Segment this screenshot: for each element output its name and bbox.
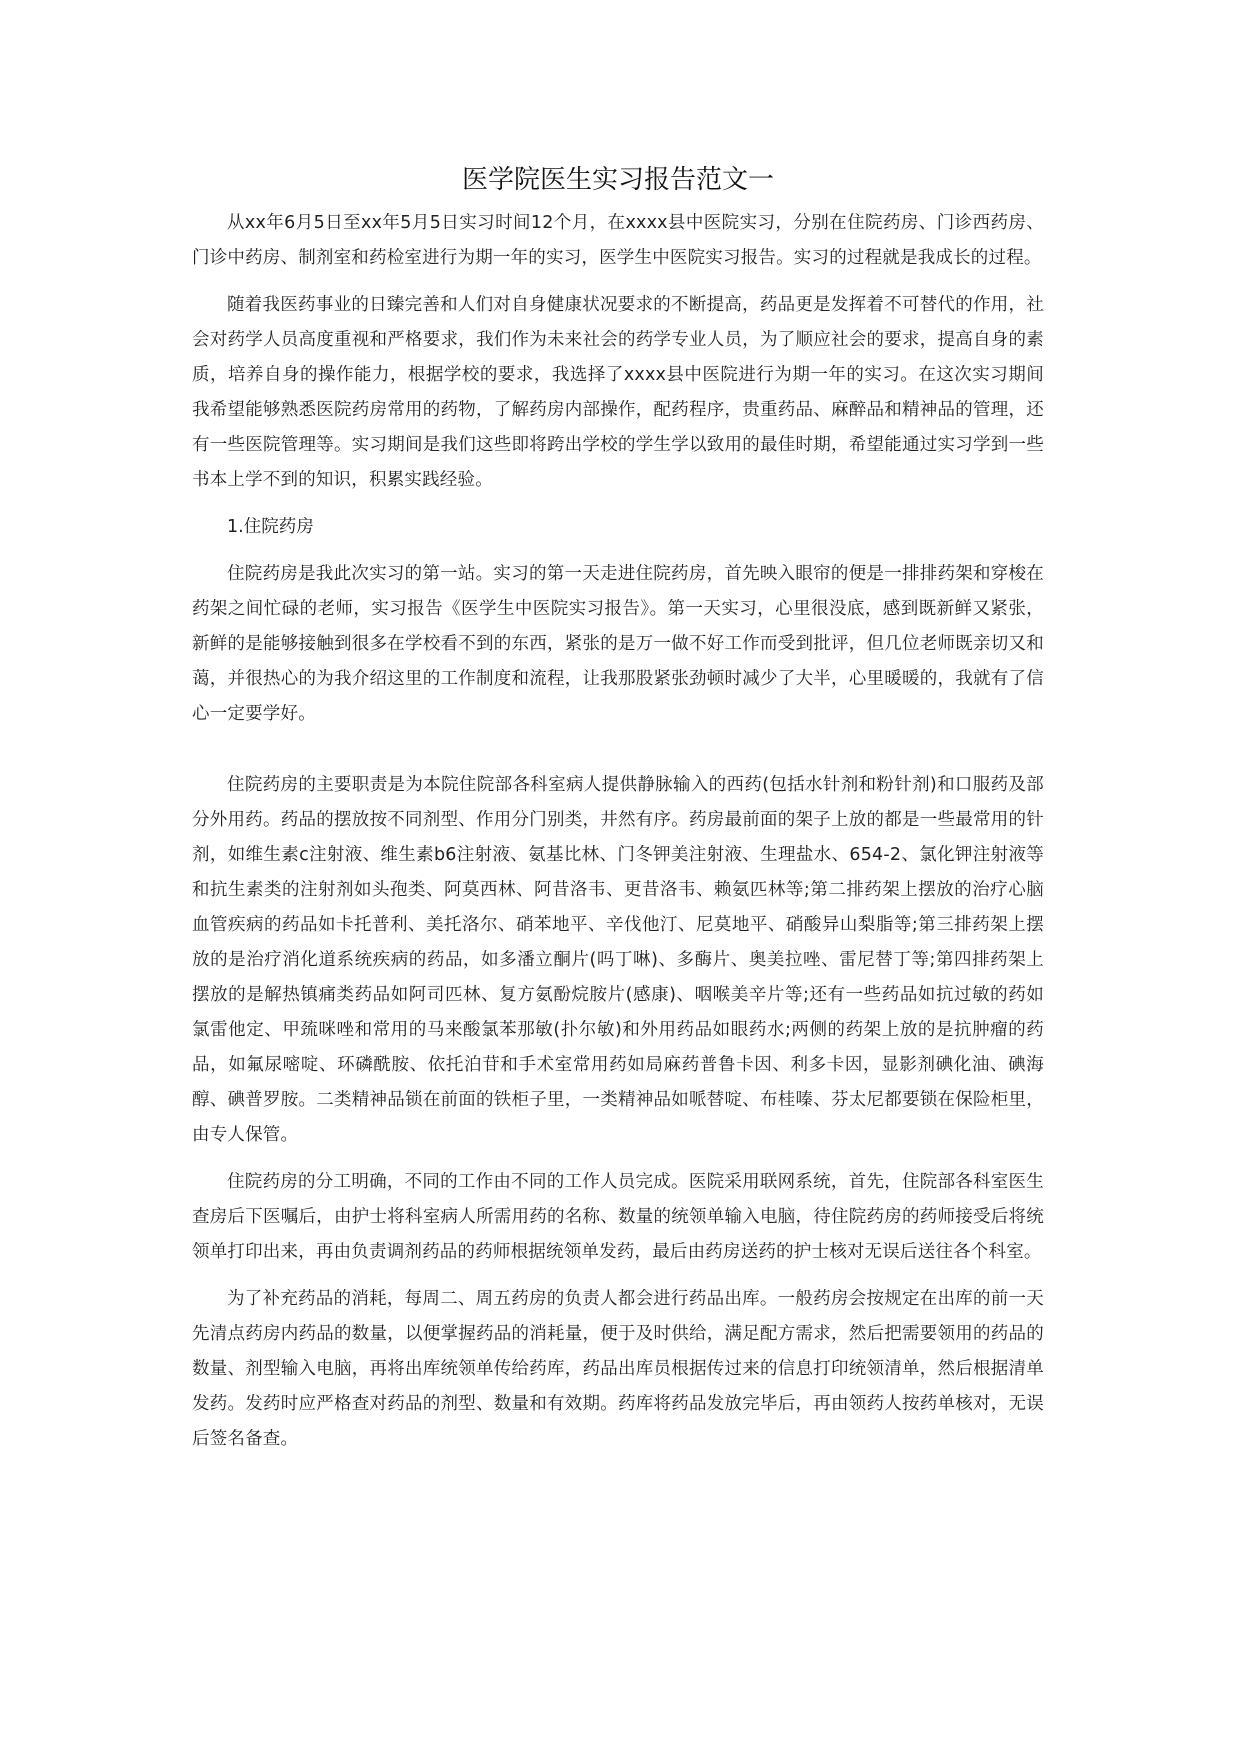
section-paragraph-4: 为了补充药品的消耗，每周二、周五药房的负责人都会进行药品出库。一般药房会按规定在出库的前一天先清点药房内药品的数量，以便掌握药品的消耗量，便于及时供给，满足配方需求，然后把需要领用的药品的数量、剂型输入电脑，再将出库统领单传给药库，药品出库员根据传过来的信息打印统领清单，然后根据清单发药。发药时应严格查对药品的剂型、数量和有效期。药库将药品发放完毕后，再由领药人按药单核对，无误后签名备查。 (192, 1289, 1044, 1449)
section-paragraph-1: 住院药房是我此次实习的第一站。实习的第一天走进住院药房，首先映入眼帘的便是一排排药架和穿梭在药架之间忙碌的老师，实习报告《医学生中医院实习报告》。第一天实习，心里很没底，感到既新鲜又紧张，新鲜的是能够接触到很多在学校看不到的东西，紧张的是万一做不好工作而受到批评，但几位老师既亲切又和蔼，并很热心的为我介绍这里的工作制度和流程，让我那股紧张劲顿时减少了大半，心里暖暖的，我就有了信心一定要学好。 (192, 564, 1044, 724)
document-page (192, 160, 1044, 1469)
intro-paragraph-1: 从xx年6月5日至xx年5月5日实习时间12个月，在xxxx县中医院实习，分别在住院药房、门诊西药房、门诊中药房、制剂室和药检室进行为期一年的实习，医学生中医院实习报告。实习的过程就是我成长的过程。 (192, 213, 1044, 268)
section-paragraph-3: 住院药房的分工明确，不同的工作由不同的工作人员完成。医院采用联网系统，首先，住院部各科室医生查房后下医嘱后，由护士将科室病人所需用药的名称、数量的统领单输入电脑，待住院药房的药师接受后将统领单打印出来，再由负责调剂药品的药师根据统领单发药，最后由药房送药的护士核对无误后送往各个科室。 (192, 1172, 1044, 1262)
section-paragraph-2: 住院药房的主要职责是为本院住院部各科室病人提供静脉输入的西药(包括水针剂和粉针剂)和口服药及部分外用药。药品的摆放按不同剂型、作用分门别类，井然有序。药房最前面的架子上放的都是一些最常用的针剂，如维生素c注射液、维生素b6注射液、氨基比林、门冬钾美注射液、生理盐水、654-2、氯化钾注射液等和抗生素类的注射剂如头孢类、阿莫西林、阿昔洛韦、更昔洛韦、赖氨匹林等;第二排药架上摆放的治疗心脑血管疾病的药品如卡托普利、美托洛尔、硝苯地平、辛伐他汀、尼莫地平、硝酸异山梨脂等;第三排药架上摆放的是治疗消化道系统疾病的药品，如多潘立酮片(吗丁啉)、多酶片、奥美拉唑、雷尼替丁等;第四排药架上摆放的是解热镇痛类药品如阿司匹林、复方氨酚烷胺片(感康)、咽喉美辛片等;还有一些药品如抗过敏的药如氯雷他定、甲巯咪唑和常用的马来酸氯苯那敏(扑尔敏)和外用药品如眼药水;两侧的药架上放的是抗肿瘤的药品，如氟尿嘧啶、环磷酰胺、依托泊苷和手术室常用药如局麻药普鲁卡因、利多卡因，显影剂碘化油、碘海醇、碘普罗胺。二类精神品锁在前面的铁柜子里，一类精神品如哌替啶、布桂嗪、芬太尼都要锁在保险柜里，由专人保管。 (192, 775, 1044, 1145)
document-title: 医学院医生实习报告范文一 (461, 165, 774, 195)
intro-paragraph-2: 随着我医药事业的日臻完善和人们对自身健康状况要求的不断提高，药品更是发挥着不可替代的作用，社会对药学人员高度重视和严格要求，我们作为未来社会的药学专业人员，为了顺应社会的要求，提高自身的素质，培养自身的操作能力，根据学校的要求，我选择了xxxx县中医院进行为期一年的实习。在这次实习期间我希望能够熟悉医院药房常用的药物，了解药房内部操作，配药程序，贵重药品、麻醉品和精神品的管理，还有一些医院管理等。实习期间是我们这些即将跨出学校的学生学以致用的最佳时期，希望能通过实习学到一些书本上学不到的知识，积累实践经验。 (192, 295, 1044, 490)
paragraph-spacer (192, 744, 1044, 768)
section-heading: 1.住院药房 (227, 517, 314, 537)
